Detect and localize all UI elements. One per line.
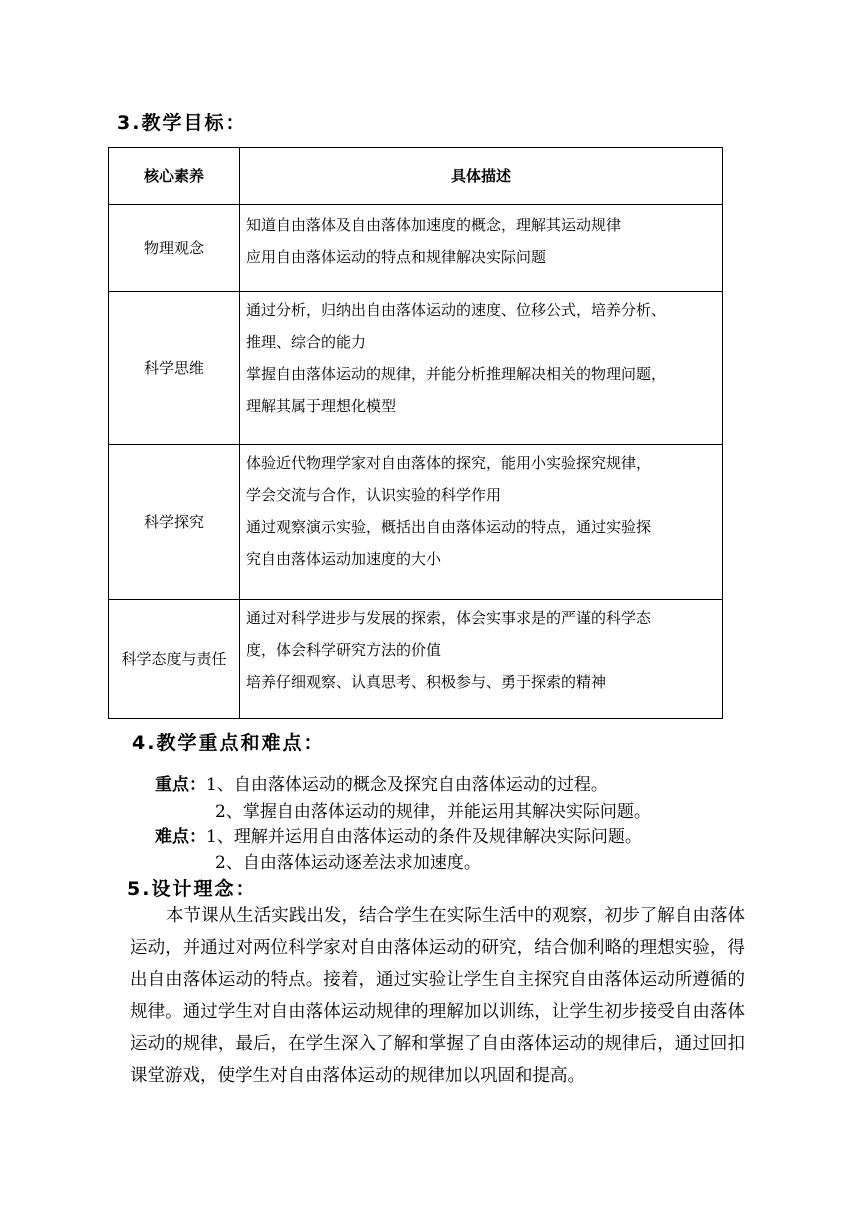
key-point-text: 1、自由落体运动的概念及探究自由落体运动的过程。 [206,775,608,795]
row-description [240,292,723,445]
description-line: 通过分析，归纳出自由落体运动的速度、位移公式，培养分析、 [246,301,667,319]
row-category: 物理观念 [109,205,240,292]
description-line: 学会交流与合作，认识实验的科学作用 [246,486,502,504]
difficulty-text: 2、自由落体运动逐差法求加速度。 [215,853,481,873]
difficulty-text: 1、理解并运用自由落体运动的条件及规律解决实际问题。 [206,827,642,847]
description-line: 培养仔细观察、认真思考、积极参与、勇于探索的精神 [246,673,607,691]
table-row [109,205,723,292]
teaching-goals-table [108,147,723,719]
description-line: 掌握自由落体运动的规律，并能分析推理解决相关的物理问题， [246,365,667,383]
difficulty-label: 难点： [155,827,206,847]
description-line: 应用自由落体运动的特点和规律解决实际问题 [246,248,547,266]
section-4-heading: 4.教学重点和难点： [132,732,325,754]
section-5-heading: 5.设计理念： [127,878,257,900]
description-line: 推理、综合的能力 [246,333,367,351]
key-points-label: 重点： [155,775,206,795]
table-row [109,445,723,600]
key-point-line [215,797,651,822]
table-row [109,292,723,445]
difficulty-line [215,848,481,873]
design-concept-paragraph: 本节课从生活实践出发，结合学生在实际生活中的观察，初步了解自由落体运动，并通过对两位科学家对自由落体运动的研究，结合伽利略的理想实验，得出自由落体运动的特点。接着，通过实验让学生自主探究自由落体运动所遵循的规律。通过学生对自由落体运动规律的理解加以训练，让学生初步接受自由落体运动的规律，最后，在学生深入了解和掌握了自由落体运动的规律后，通过回扣课堂游戏，使学生对自由落体运动的规律加以巩固和提高。 [130,906,745,1086]
header-description: 具体描述 [240,148,723,205]
description-line: 度，体会科学研究方法的价值 [246,641,442,659]
description-line: 究自由落体运动加速度的大小 [246,550,442,568]
description-line: 通过对科学进步与发展的探索，体会实事求是的严谨的科学态 [246,609,652,627]
row-category: 科学态度与责任 [109,600,240,719]
row-description [240,445,723,600]
section-3-heading: 3.教学目标： [117,112,247,134]
row-description [240,205,723,292]
key-point-line [155,770,608,795]
row-description [240,600,723,719]
description-line: 体验近代物理学家对自由落体的探究，能用小实验探究规律， [246,454,652,472]
description-line: 理解其属于理想化模型 [246,397,397,415]
description-line: 通过观察演示实验，概括出自由落体运动的特点，通过实验探 [246,518,652,536]
key-point-text: 2、掌握自由落体运动的规律，并能运用其解决实际问题。 [215,802,651,822]
table-row [109,600,723,719]
table-header-row [109,148,723,205]
header-core-literacy: 核心素养 [109,148,240,205]
difficulty-line [155,822,642,847]
row-category: 科学思维 [109,292,240,445]
row-category: 科学探究 [109,445,240,600]
description-line: 知道自由落体及自由落体加速度的概念，理解其运动规律 [246,216,622,234]
